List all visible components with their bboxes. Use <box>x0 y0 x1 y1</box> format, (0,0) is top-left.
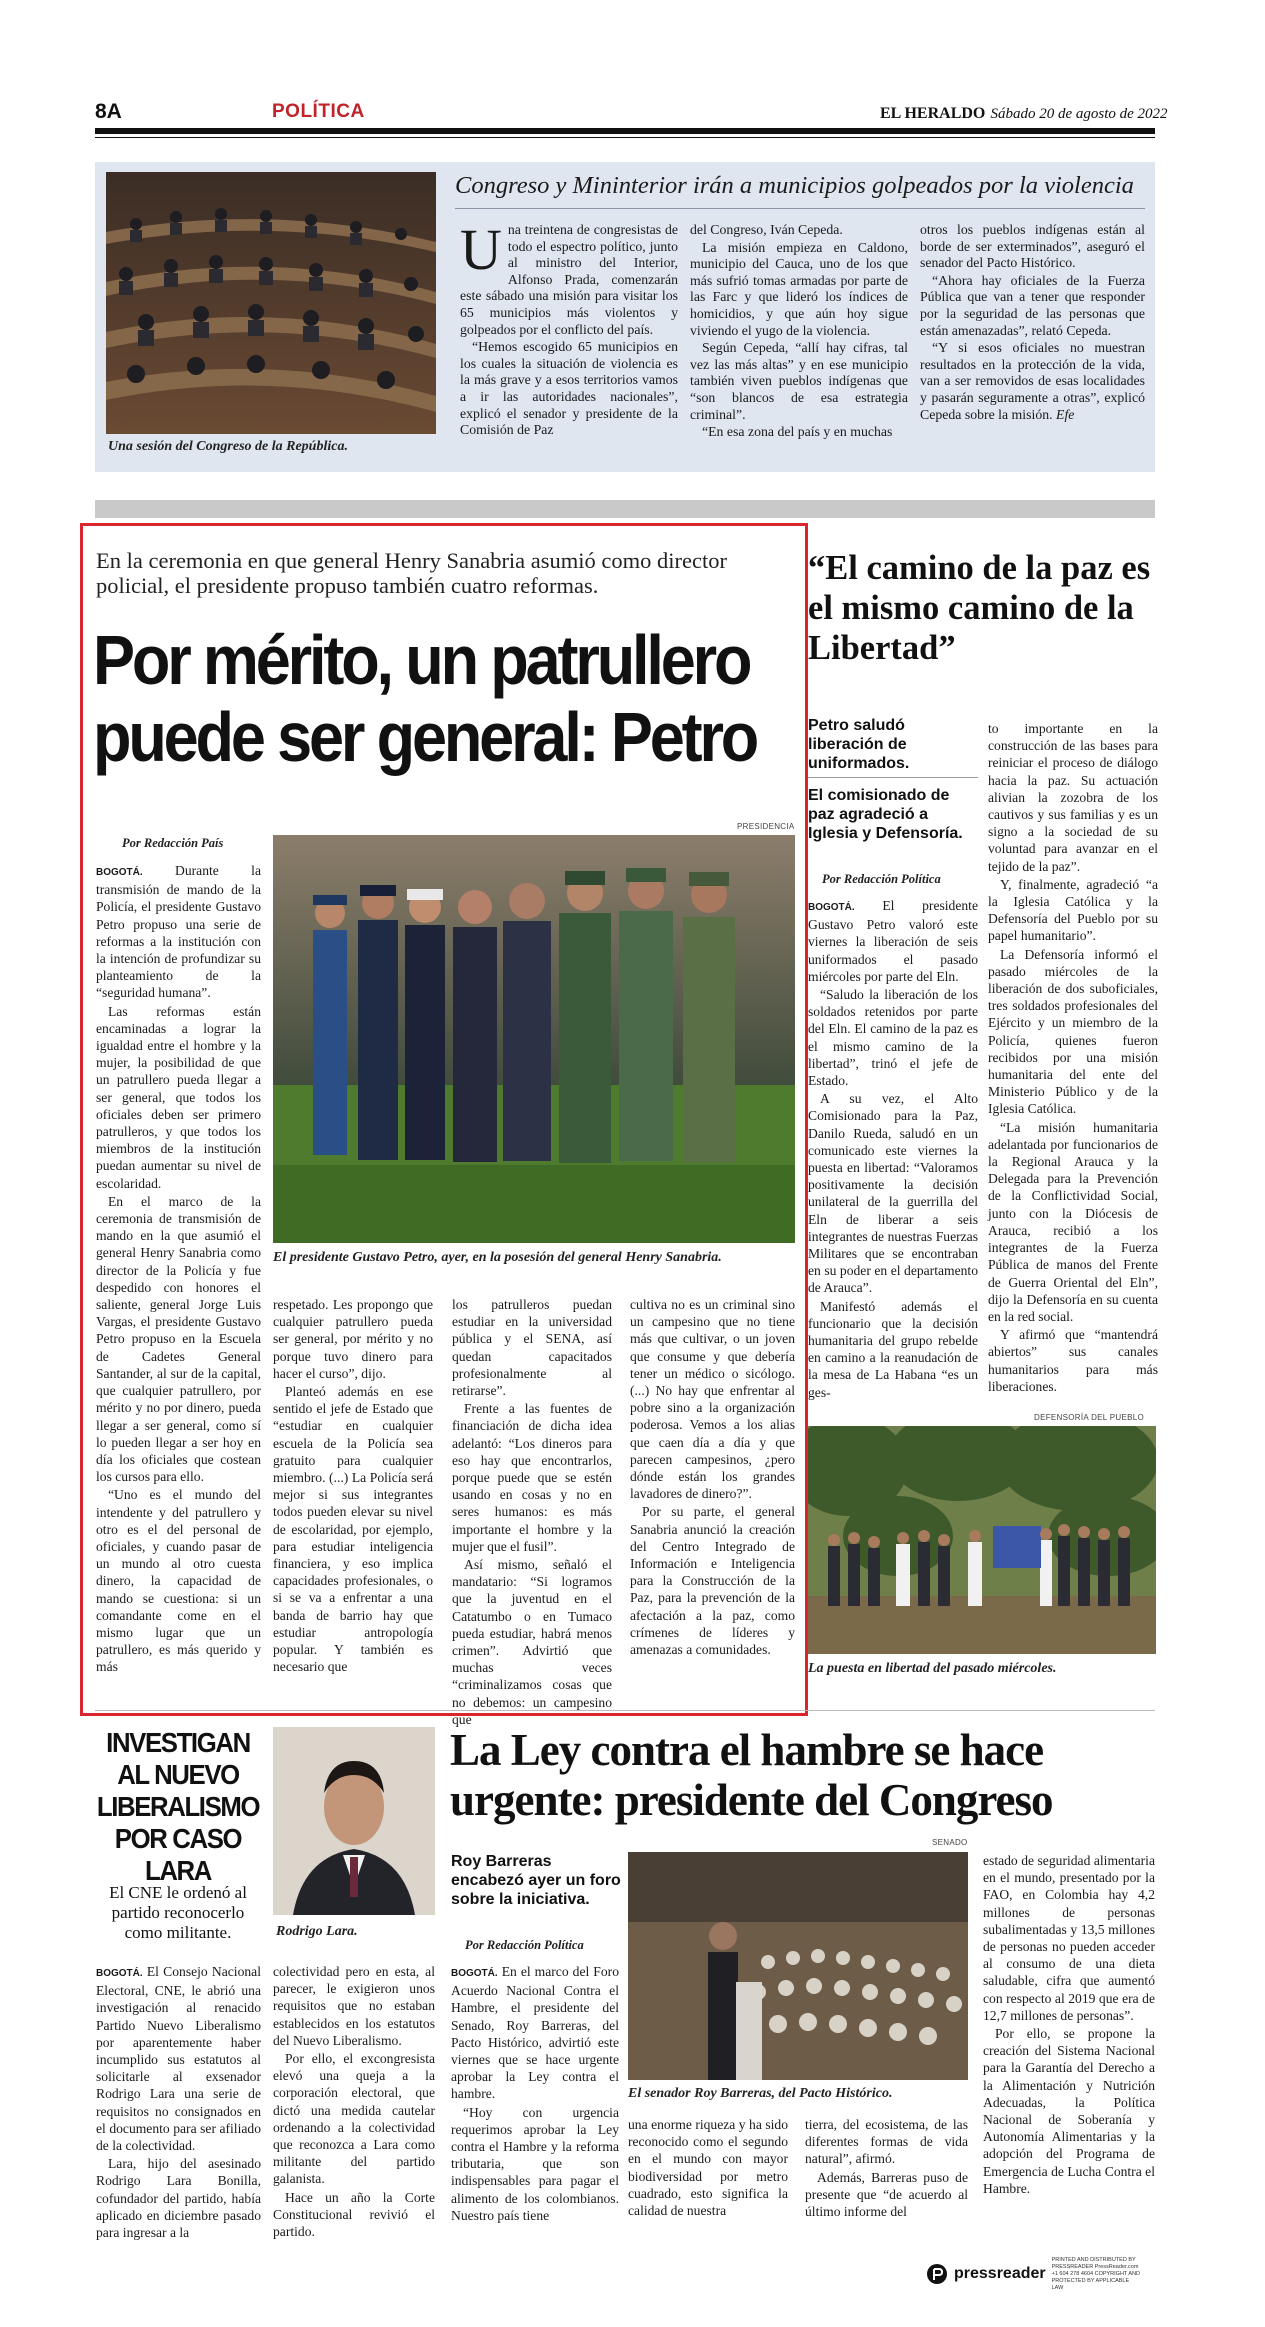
top-story-text: “Y si esos oficiales no muestran resultados en la protección de la vida, van a ser removidos de esas localidades y pasarán seguramente a otras”, explicó Cepeda sobre la misión. <box>920 340 1145 422</box>
bottom-right-paragraph: Por ello, se propone la creación del Sistema Nacional para la Garantía del Derecho a la Alimentación y Nutrición Adecuadas, la Política Nacional de Soberanía y Autonomía Alimentarias y la adopción del Programa de Emergencia de Lucha Contra el Hambre. <box>983 2026 1155 2196</box>
section-label: POLÍTICA <box>272 101 365 122</box>
bottom-photo-credit: SENADO <box>932 1838 968 1847</box>
bottom-right-col4 <box>983 1852 1155 2198</box>
main-story-paragraph: respetado. Les propongo que cualquier patrullero pueda ser general, por mérito y no porque tuvo dinero para hacer el curso”, dijo. <box>273 1297 433 1381</box>
top-story-paragraph: “Hemos escogido 65 municipios en los cuales la situación de violencia es la más grave y a esos territorios vamos a ir las autoridades nacionales”, explicó el senador y presidente de la Comisión de Paz <box>460 339 678 438</box>
right-story-paragraph: to importante en la construcción de las bases para reiniciar el proceso de diálogo hacia la paz. Su actuación alivian la zozobra de los cautivos y sus familias y es un signo a la sociedad de su voluntad para avanzar en el tejido de la paz”. <box>988 721 1158 874</box>
right-story-headline: “El camino de la paz es el mismo camino de la Libertad” <box>808 549 1151 667</box>
main-photo-credit: PRESIDENCIA <box>737 822 795 831</box>
header-rule-thin <box>95 137 1155 138</box>
pressreader-logo-text: pressreader <box>954 2265 1046 2282</box>
top-story-paragraph: Según Cepeda, “allí hay cifras, tal vez las más altas” y en ese municipio también viven pueblos indígenas que “son blancos de esa estrategia criminal”. <box>690 340 908 422</box>
lara-photo <box>273 1727 435 1915</box>
main-story-paragraph: En el marco de la ceremonia de transmisión de mando en la que asumió el general Henry Sanabria como director de la Policía y fue despedido con honores el saliente, general Jorge Luis Vargas, el presidente Gustavo Petro propuso en la Escuela de Cadetes General Santander, al sur de la capital, que cualquier patrullero, por mérito y no por dinero, pueda llegar a ser general, como sí lo pueden llegar a ser hoy en día los oficiales que costean los cursos para ello. <box>96 1193 261 1485</box>
right-story-paragraph: “Saludo la liberación de los soldados retenidos por parte del Eln. El camino de la paz es el mismo camino de la libertad”, trinó el jefe de Estado. <box>808 987 978 1089</box>
dateline: BOGOTÁ. <box>451 1968 498 1979</box>
paper-name: EL HERALDO <box>880 105 986 122</box>
bottom-right-byline: Por Redacción Política <box>465 1938 584 1952</box>
bottom-right-paragraph <box>451 1963 619 2103</box>
bottom-left-paragraph: Hace un año la Corte Constitucional revivió el partido. <box>273 2189 435 2240</box>
top-story-col2 <box>690 222 908 442</box>
top-story-paragraph: “En esa zona del país y en muchas <box>702 424 893 440</box>
bottom-left-paragraph: colectividad pero en esta, al parecer, le exigieron unos requisitos que no estaban establecidos en los estatutos del Nuevo Liberalismo. <box>273 1964 435 2048</box>
top-story-headline: Congreso y Mininterior irán a municipios golpeados por la violencia <box>455 172 1134 199</box>
bottom-right-col3 <box>805 2116 968 2221</box>
main-story-kicker: En la ceremonia en que general Henry Sanabria asumió como director policial, el presidente propuso también cuatro reformas. <box>96 548 727 598</box>
main-story-col4 <box>630 1296 795 1659</box>
masthead <box>880 103 1168 123</box>
right-story-summary-2: El comisionado de paz agradeció a Iglesia y Defensoría. <box>808 787 963 842</box>
bottom-left-col2 <box>273 1963 435 2241</box>
top-story-paragraph: La misión empieza en Caldono, municipio del Cauca, uno de los que más sufrió tomas armadas por parte de las Farc y que lideró los índices de homicidios, y que aún hoy sigue viviendo el yugo de la violencia. <box>690 239 908 338</box>
main-story-paragraph: los patrulleros puedan estudiar en la universidad pública y el SENA, así quedan capacitados profesionalmente al retirarse”. <box>452 1297 612 1399</box>
bottom-left-paragraph <box>96 1963 261 2154</box>
right-story-paragraph: Y afirmó que “mantendrá abiertos” sus canales humanitarios para más liberaciones. <box>988 1327 1158 1394</box>
summary-divider <box>808 777 978 778</box>
main-story-text: Durante la transmisión de mando de la Policía, el presidente Gustavo Petro propuso una serie de reformas a la institución con la intención de profundizar su planteamiento de la “seguridad humana”. <box>96 863 261 1001</box>
bottom-right-paragraph: “Hoy con urgencia requerimos aprobar la Ley contra el Hambre y la reforma tributaria, que son indispensables para pagar el alimento de los colombianos. Nuestro país tiene <box>451 2104 619 2223</box>
dateline: BOGOTÁ. <box>96 867 143 878</box>
dateline: BOGOTÁ. <box>808 902 855 913</box>
bottom-left-headline: INVESTIGAN AL NUEVO LIBERALISMO POR CASO LARA <box>96 1727 260 1886</box>
page-number: 8A <box>95 100 122 123</box>
dateline: BOGOTÁ. <box>96 1968 143 1979</box>
main-story-col3 <box>452 1296 612 1729</box>
main-story-paragraph: cultiva no es un criminal sino un campesino que no tiene más que cultivar, o un joven que consume y que debería tener un médico o sicólogo. (...) No hay que enfrentar al pobre sino a la organización poderosa. Vemos a los alias que caen día a día y que parecen campesinos, ¿pero dónde están los grandes lavadores de dinero?”. <box>630 1297 795 1502</box>
issue-date: Sábado 20 de agosto de 2022 <box>990 106 1168 122</box>
top-story-lead: na treintena de congresistas de todo el espectro político, junto al ministro del Interior, Alfonso Prada, comenzarán este sábado una misión para visitar los 65 municipios más violentos y golpeados por el conflicto del país. <box>460 222 678 337</box>
top-story-paragraph <box>920 340 1145 423</box>
top-story-paragraph: “Ahora hay oficiales de la Fuerza Pública que van a tener que responder por la seguridad de las personas que están amenazadas”, relató Cepeda. <box>920 272 1145 338</box>
main-story-col1 <box>96 862 261 1677</box>
right-photo-caption: La puesta en libertad del pasado miércoles. <box>808 1661 1057 1676</box>
right-story-paragraph: Manifestó además el funcionario que la decisión humanitaria del grupo rebelde en camino a la reanudación de la mesa de La Habana “es un ges- <box>808 1298 978 1400</box>
right-story-paragraph: A su vez, el Alto Comisionado para la Paz, Danilo Rueda, saludó en un comunicado este viernes la puesta en libertad: “Valoramos positivamente la decisión unilateral de la guerrilla del Eln de liberar a seis integrantes de nuestras Fuerzas Militares que se encontraban en su poder en el departamento de Arauca”. <box>808 1091 978 1296</box>
right-story-text: El presidente Gustavo Petro valoró este viernes la liberación de seis uniformados el pasado miércoles por parte del Eln. <box>808 898 978 984</box>
main-photo <box>273 835 795 1243</box>
main-story-paragraph: Planteó además en ese sentido el jefe de Estado que “estudiar en cualquier escuela de la Policía sea gratuito para cualquier miembro. (...) La Policía será mejor si sus integrantes todos pueden elevar su nivel de escolaridad, por ejemplo, para estudiar inteligencia financiera, y eso implica capacidades profesionales, o si se va a enfrentar a una banda de barrio hay que estudiar antropología popular. Y también es necesario que <box>273 1384 433 1675</box>
right-story-byline: Por Redacción Política <box>822 872 941 886</box>
main-photo-caption: El presidente Gustavo Petro, ayer, en la posesión del general Henry Sanabria. <box>273 1250 722 1265</box>
bottom-left-text: El Consejo Nacional Electoral, CNE, le abrió una investigación al renacido Partido Nuevo Liberalismo por aparentemente haber incumplido sus estatutos al solicitarle al exsenador Rodrigo Lara una serie de requisitos no consignados en el documento para ser afiliado de la colectividad. <box>96 1964 261 2154</box>
congress-photo <box>106 172 436 434</box>
main-story-paragraph: Así mismo, señaló el mandatario: “Si logramos que la juventud en el Catatumbo o en Tumaco pueda estudiar, habrá menos crimen”. Advirtió que muchas veces “criminalizamos cosas que no debemos: un campesino que <box>452 1557 612 1727</box>
right-story-paragraph <box>808 897 978 985</box>
lara-photo-image <box>273 1727 435 1915</box>
bottom-right-summary: Roy Barreras encabezó ayer un foro sobre la iniciativa. <box>451 1853 621 1908</box>
bottom-left-paragraph: Lara, hijo del asesinado Rodrigo Lara Bonilla, cofundador del partido, había aplicado en diciembre pasado para ingresar a la <box>96 2156 261 2241</box>
main-story-paragraph: Frente a las fuentes de financiación de dicha idea adelantó: “Los dineros para eso hay que encontrarlos, porque puede que se estén usando en cosas y no en seres humanos: es más importante el hombre y la mujer que el fusil”. <box>452 1401 612 1554</box>
bottom-left-paragraph: Por ello, el excongresista elevó una queja a la corporación electoral, que dictó una medida cautelar ordenando a la colectividad que reconozca a Lara como militante del partido galanista. <box>273 2051 435 2187</box>
main-photo-image <box>273 835 795 1243</box>
bottom-right-paragraph: tierra, del ecosistema, de las diferentes formas de vida natural”, afirmó. <box>805 2117 968 2167</box>
bottom-right-paragraph: estado de seguridad alimentaria en el mundo, presentado por la FAO, en Colombia hay 4,2 millones de personas subalimentadas y 13,5 millones de personas no pueden acceder al consumo de una dieta saludable, cifra que aumentó con respecto al 2019 que era de 12,7 millones de personas”. <box>983 1853 1155 2023</box>
top-story-headline-rule <box>455 208 1145 209</box>
main-story-byline: Por Redacción País <box>122 836 224 850</box>
congress-photo-image <box>106 172 436 434</box>
drop-cap: U <box>460 217 502 282</box>
main-story-paragraph: Por su parte, el general Sanabria anunció la creación del Centro Integrado de Información e Inteligencia para la Construcción de la Paz, para la prevención de la afectación a la paz, como crímenes de líderes y amenazas a comunidades. <box>630 1504 795 1658</box>
bottom-divider <box>95 1710 1155 1711</box>
pressreader-badge[interactable] <box>926 2256 1156 2291</box>
right-story-col2 <box>988 720 1158 1396</box>
right-photo-credit: DEFENSORÍA DEL PUEBLO <box>1034 1413 1145 1422</box>
section-separator <box>95 500 1155 518</box>
top-story-paragraph: del Congreso, Iván Cepeda. <box>690 222 843 237</box>
bottom-right-headline: La Ley contra el hambre se hace urgente: presidente del Congreso <box>450 1725 1053 1825</box>
right-story-col1 <box>808 897 978 1402</box>
top-story-paragraph: otros los pueblos indígenas están al borde de ser exterminados”, aseguró el senador del Pacto Histórico. <box>920 222 1145 271</box>
senate-photo-image <box>628 1852 968 2080</box>
main-story-paragraph: Las reformas están encaminadas a lograr la igualdad entre el hombre y la mujer, la posibilidad de que un patrullero pueda llegar a ser general, que todos los oficiales deben ser primero patrulleros, y que todos los miembros de la institución puedan aumentar su nivel de escolaridad. <box>96 1003 261 1191</box>
right-story-paragraph: Y, finalmente, agradeció “a la Iglesia Católica y la Defensoría del Pueblo por su papel humanitario”. <box>988 876 1158 944</box>
right-story-paragraph: La Defensoría informó el pasado miércoles de la liberación de dos suboficiales, tres soldados profesionales del Ejército y un miembro de la Policía, quienes fueron recibidos por una misión humanitaria del ente del Ministerio Público y de la Iglesia Católica. <box>988 946 1158 1117</box>
lara-photo-caption: Rodrigo Lara. <box>276 1924 358 1939</box>
main-story-paragraph <box>96 862 261 1002</box>
bottom-left-summary: El CNE le ordenó al partido reconocerlo como militante. <box>109 1883 247 1942</box>
senate-photo-caption: El senador Roy Barreras, del Pacto Histórico. <box>628 2086 893 2101</box>
right-story-summary-1: Petro saludó liberación de uniformados. <box>808 717 910 772</box>
right-story-paragraph: “La misión humanitaria adelantada por funcionarios de la Regional Arauca y la Delegada para la Prevención de la Conflictividad Social, junto con la Diócesis de Arauca, recibió a los integrantes de la Fuerza Pública de manos del Frente de Guerra Oriental del Eln”, dijo la Defensoría en su cuenta en la red social. <box>988 1119 1158 1324</box>
senate-photo <box>628 1852 968 2080</box>
pressreader-logo-icon <box>926 2263 948 2285</box>
bottom-right-paragraph: Además, Barreras puso de presente que “de acuerdo al último informe del <box>805 2169 968 2220</box>
bottom-left-col1 <box>96 1963 261 2242</box>
bottom-right-paragraph: una enorme riqueza y ha sido reconocido como el segundo en el mundo con mayor biodiversidad por metro cuadrado, esto significa la calidad de nuestra <box>628 2117 788 2219</box>
pressreader-notice: PRINTED AND DISTRIBUTED BY PRESSREADER PressReader.com +1 604 278 4604 COPYRIGHT AND PROTECTED BY APPLICABLE LAW <box>1051 2256 1141 2291</box>
bottom-right-col2 <box>628 2116 788 2220</box>
right-photo <box>808 1426 1156 1654</box>
congress-photo-caption: Una sesión del Congreso de la República. <box>108 439 348 454</box>
main-story-paragraph: “Uno es el mundo del intendente y del patrullero y otro es el del personal de oficiales, y cuando pasar de un mundo al otro cuesta dinero, la capacidad de mando se cuestiona: si un comandante come en el mismo lugar que un patrullero, es más querido y más <box>96 1487 261 1675</box>
top-story-col1 <box>460 217 678 440</box>
header-rule-thick <box>95 128 1155 134</box>
bottom-right-col1 <box>451 1963 619 2225</box>
main-story-col2 <box>273 1296 433 1676</box>
main-story-headline: Por mérito, un patrullero puede ser general: Petro <box>93 621 757 776</box>
right-photo-image <box>808 1426 1156 1654</box>
agency-signature: Efe <box>1056 406 1075 422</box>
bottom-right-text: En el marco del Foro Acuerdo Nacional Contra el Hambre, el presidente del Senado, Roy Barreras, del Pacto Histórico, advirtió este viernes que se hace urgente aprobar la Ley contra el hambre. <box>451 1964 619 2102</box>
top-story-col3 <box>920 222 1145 424</box>
